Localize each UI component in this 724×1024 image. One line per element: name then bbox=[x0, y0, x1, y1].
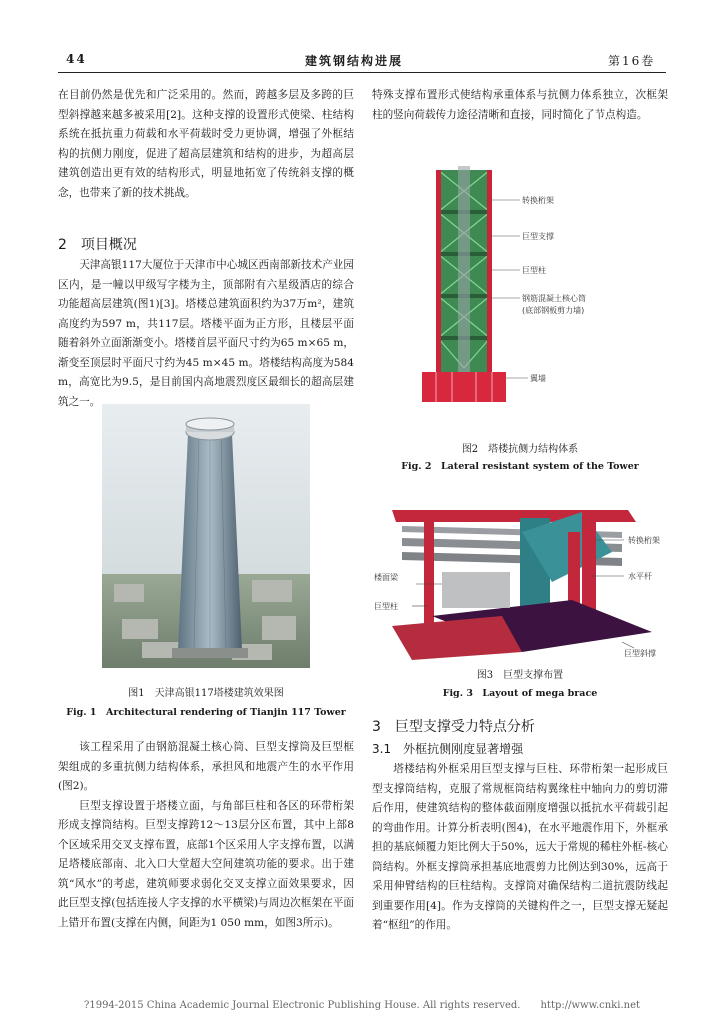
figure-3-caption-en: Fig. 3 Layout of mega brace bbox=[442, 688, 598, 699]
copyright-footer: ?1994-2015 China Academic Journal Electronic Publishing House. All rights reserved. http://www.cnki.net bbox=[83, 1000, 640, 1011]
volume-label: 第16卷 bbox=[608, 54, 656, 68]
fig2-label-core-tube: 钢筋混凝土核心筒 bbox=[522, 294, 586, 303]
structure-system-paragraph: 该工程采用了由钢筋混凝土核心筒、巨型支撑筒及巨型框架组成的多重抗侧力结构体系，承担风和地震产生的水平作用(图2)。 巨型支撑设置于塔楼立面，与角部巨柱和各区的环带桁架形成支撑筒结构。巨型支撑跨12～13层分区布置，其中上部8个区域采用交叉支撑布置，底部1个区采用人字支撑布置，以满足塔楼底部南、北入口大堂超大空间建筑功能的要求。出于建筑“风水”的考虑，建筑师要求弱化交叉支撑立面效果要求，因此巨型支撑(包括连接人字支撑的水平横梁)与周边次框架在平面上错开布置(支撑在内侧，间距为1 050 mm，如图3所示)。 bbox=[58, 741, 354, 929]
section-2-heading: 2 项目概况 bbox=[58, 237, 137, 253]
right-top-paragraph: 特殊支撑布置形式使结构承重体系与抗侧力体系独立，次框架柱的竖向荷载传力途径清晰和直接，同时简化了节点构造。 bbox=[372, 89, 668, 121]
fig2-label-wing-wall: 翼墙 bbox=[530, 374, 546, 383]
section-2-paragraph: 天津高银117大厦位于天津市中心城区西南部新技术产业园区内，是一幢以甲级写字楼为主，顶部附有六星级酒店的综合功能超高层建筑(图1)[3]。塔楼总建筑面积约为37万m²，建筑高度约为597 m，共117层。塔楼平面为正方形，且楼层平面随着斜外立面渐渐变小。塔楼首层平面尺寸约为65 m×65 m，渐变至顶层时平面尺寸约为45 m×45 m。塔楼结构高度为584 m，高宽比为9.5，是目前国内高地震烈度区最细长的超高层建筑之一。 bbox=[58, 259, 354, 408]
section-3-1-paragraph: 塔楼结构外框采用巨型支撑与巨柱、环带桁架一起形成巨型支撑筒结构，克服了常规框筒结构翼缘柱中轴向力的剪切滞后作用，使建筑结构的整体截面刚度增强以抵抗水平荷载引起的弯曲作用。计算分析表明(图4)，在水平地震作用下，外框承担的基底倾覆力矩比例大于50%，远大于常规的稀柱外框-核心筒结构。外框支撑筒承担基底地震剪力比例达到30%，远高于采用伸臂结构的巨柱结构。支撑筒对确保结构二道抗震防线起到重要作用[4]。作为支撑筒的关键构件之一，巨型支撑无疑起着“枢纽”的作用。 bbox=[372, 763, 668, 931]
fig2-label-mega-brace: 巨型支撑 bbox=[522, 232, 554, 241]
figure-1-caption-en: Fig. 1 Architectural rendering of Tianjin 117 Tower bbox=[66, 707, 346, 718]
journal-title: 建筑钢结构进展 bbox=[305, 54, 404, 68]
page-number: 44 bbox=[66, 52, 87, 66]
fig3-label-mega-brace: 巨型斜撑 bbox=[624, 649, 656, 658]
figure-2-caption-cn: 图2 塔楼抗侧力结构体系 bbox=[461, 444, 579, 455]
figure-1-caption-cn: 图1 天津高银117塔楼建筑效果图 bbox=[128, 688, 284, 699]
intro-paragraph: 在目前仍然是优先和广泛采用的。然而，跨越多层及多跨的巨型斜撑越来越多被采用[2]。这种支撑的设置形式使梁、柱结构系统在抵抗重力荷载和水平荷载时受力更协调，增强了外框结构的抗侧力刚度，促进了超高层建筑和结构的进步，为超高层建筑创造出更有效的结构形式，明显地拓宽了传统斜支撑的概念，也带来了新的技术挑战。 bbox=[58, 89, 354, 199]
lateral-system-diagram bbox=[396, 152, 656, 412]
tower-rendering-image bbox=[102, 404, 310, 668]
fig3-label-transfer-truss: 转换桁架 bbox=[628, 536, 660, 545]
figure-3-caption-cn: 图3 巨型支撑布置 bbox=[476, 670, 564, 681]
fig3-label-horizontal-bar: 水平杆 bbox=[628, 572, 652, 581]
fig2-label-transfer-truss: 转换桁架 bbox=[522, 196, 554, 205]
header-rule bbox=[58, 72, 666, 73]
fig3-label-mega-column: 巨型柱 bbox=[374, 602, 398, 611]
fig2-label-steel-plate-wall: (底部钢板剪力墙) bbox=[522, 306, 585, 315]
section-3-heading: 3 巨型支撑受力特点分析 bbox=[372, 719, 535, 735]
figure-2-caption-en: Fig. 2 Lateral resistant system of the Tower bbox=[401, 461, 639, 472]
section-3-1-heading: 3.1 外框抗侧刚度显著增强 bbox=[372, 742, 524, 756]
fig3-label-floor-beam: 楼面梁 bbox=[374, 573, 398, 582]
mega-brace-layout-diagram bbox=[372, 492, 668, 660]
fig2-label-mega-column: 巨型柱 bbox=[522, 266, 546, 275]
